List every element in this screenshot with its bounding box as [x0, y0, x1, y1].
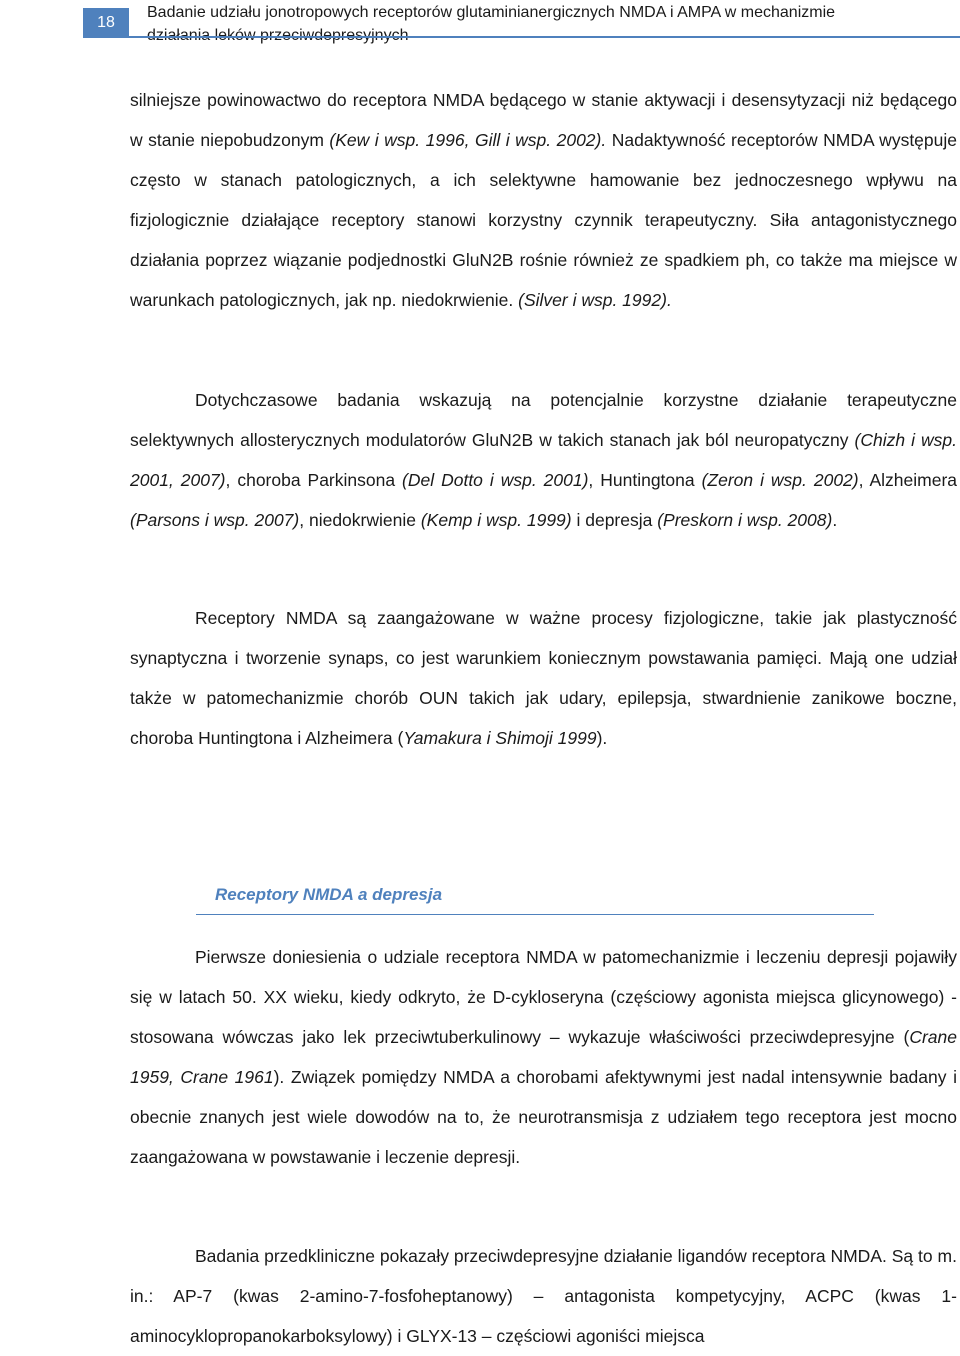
- page-number: 18: [83, 8, 129, 38]
- paragraph-1: [130, 80, 957, 320]
- paragraph-2: [130, 380, 957, 540]
- paragraph-4: [130, 937, 957, 1177]
- header-divider: [129, 36, 960, 38]
- citation-chizh: (Chizh i wsp. 2001, 2007): [130, 430, 957, 490]
- paragraph-2-text-e: , niedokrwienie: [299, 510, 421, 530]
- paragraph-1-text-b: Nadaktywność receptorów NMDA występuje często w stanach patologicznych, a ich selektywne hamowanie bez jednoczesnego wpływu na fizjologicznie działające receptory stanowi korzystny czynnik terapeutyczny. Siła antagonistycznego działania poprzez wiązanie podjednostki GluN2B rośnie również ze spadkiem ph, co także ma miejsce w warunkach patologicznych, jak np. niedokrwienie.: [130, 130, 957, 310]
- citation-silver: (Silver i wsp. 1992).: [518, 290, 672, 310]
- paragraph-5: [130, 1236, 957, 1356]
- paragraph-3-text-b: ).: [596, 728, 608, 748]
- paragraph-4-text-b: ). Związek pomiędzy NMDA a chorobami afektywnymi jest nadal intensywnie badany i obecnie znanych jest wiele dowodów na to, że neurotransmisja z udziałem tego receptora jest mocno zaangażowana w powstawanie i leczenie depresji.: [130, 1067, 957, 1167]
- running-title-line-1: Badanie udziału jonotropowych receptorów glutaminianergicznych NMDA i AMPA w mechanizmie: [147, 4, 836, 21]
- paragraph-2-text-a: Dotychczasowe badania wskazują na potencjalnie korzystne działanie terapeutyczne selektywnych allosterycznych modulatorów GluN2B w takich stanach jak ból neuropatyczny: [130, 390, 957, 450]
- citation-parsons: (Parsons i wsp. 2007): [130, 510, 300, 530]
- citation-zeron: (Zeron i wsp. 2002): [701, 470, 859, 490]
- running-header: [147, 1, 957, 47]
- paragraph-4-text-a: Pierwsze doniesienia o udziale receptora NMDA w patomechanizmie i leczeniu depresji pojawiły się w latach 50. XX wieku, kiedy odkryto, że D-cykloseryna (częściowy agonista miejsca glicynowego) - stosowana wówczas jako lek przeciwtuberkulinowy – wykazuje właściwości przeciwdepresyjne (: [130, 947, 957, 1047]
- paragraph-2-text-b: , choroba Parkinsona: [225, 470, 403, 490]
- citation-preskorn: (Preskorn i wsp. 2008): [657, 510, 833, 530]
- paragraph-2-text-d: , Alzheimera: [858, 470, 958, 490]
- paragraph-5-text: Badania przedkliniczne pokazały przeciwdepresyjne działanie ligandów receptora NMDA. Są to m. in.: AP-7 (kwas 2-amino-7-fosfoheptanowy) – antagonista kompetycyjny, ACPC (kwas 1-aminocyklopropanokarboksylowy) i GLYX-13 – częściowi agoniści miejsca: [130, 1246, 957, 1346]
- paragraph-3: [130, 598, 957, 758]
- citation-kemp: (Kemp i wsp. 1999): [420, 510, 572, 530]
- citation-crane: Crane 1959, Crane 1961: [130, 1027, 957, 1087]
- paragraph-3-text-a: Receptory NMDA są zaangażowane w ważne procesy fizjologiczne, takie jak plastyczność synaptyczna i tworzenie synaps, co jest warunkiem koniecznym powstawania pamięci. Mają one udział także w patomechanizmie chorób OUN takich jak udary, epilepsja, stwardnienie zanikowe boczne, choroba Huntingtona i Alzheimera (: [130, 608, 957, 748]
- section-heading-underline: [196, 914, 874, 915]
- section-heading: Receptory NMDA a depresja: [215, 885, 443, 904]
- paragraph-2-text-c: , Huntingtona: [588, 470, 702, 490]
- citation-del-dotto: (Del Dotto i wsp. 2001): [402, 470, 589, 490]
- paragraph-2-text-f: i depresja: [571, 510, 658, 530]
- citation-yamakura: Yamakura i Shimoji 1999: [403, 728, 597, 748]
- paragraph-1-text-a: silniejsze powinowactwo do receptora NMDA będącego w stanie aktywacji i desensytyzacji niż będącego w stanie niepobudzonym: [130, 90, 957, 150]
- citation-kew-gill: (Kew i wsp. 1996, Gill i wsp. 2002).: [329, 130, 607, 150]
- paragraph-2-text-g: .: [832, 510, 838, 530]
